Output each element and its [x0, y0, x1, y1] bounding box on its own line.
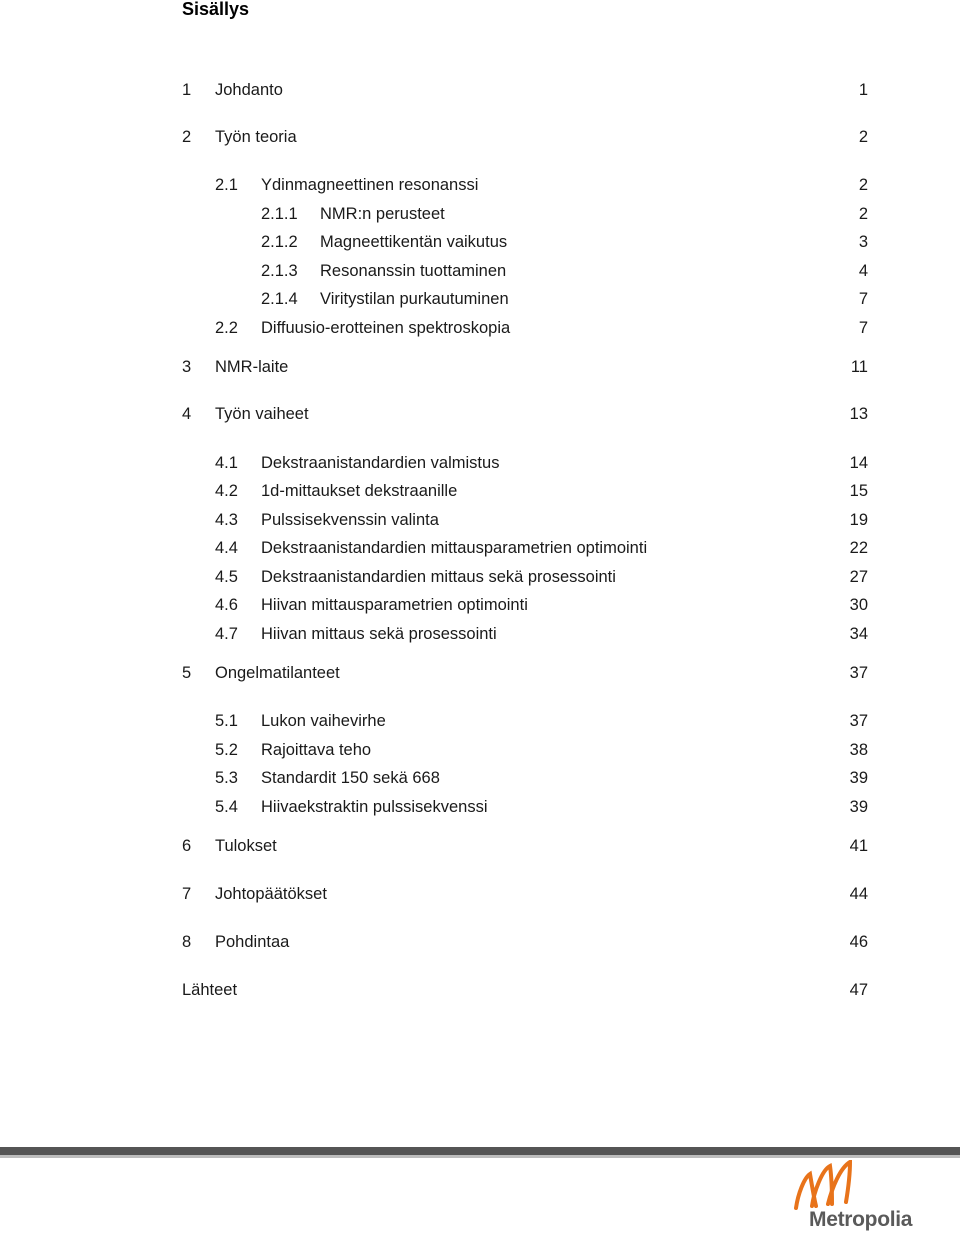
toc-entry-title: Työn vaiheet [215, 405, 309, 423]
toc-entry-title: 1d-mittaukset dekstraanille [261, 482, 458, 500]
toc-entry-number: 5.1 [215, 712, 238, 730]
toc-entry-title: NMR:n perusteet [320, 205, 445, 223]
toc-entry[interactable] [0, 231, 960, 253]
toc-entry-title: Magneettikentän vaikutus [320, 233, 508, 251]
toc-entry-number: 4.3 [215, 511, 238, 529]
toc-entry-title: Hiivan mittausparametrien optimointi [261, 596, 528, 614]
toc-entry-number: 2.1.4 [261, 290, 298, 308]
toc-entry-number: 4.2 [215, 482, 238, 500]
toc-entry-number: 8 [182, 933, 192, 951]
toc-entry-number: 5.2 [215, 741, 238, 759]
metropolia-mark-icon [792, 1160, 862, 1212]
toc-entry-title: Lukon vaihevirhe [261, 712, 386, 730]
toc-entry-number: 5.3 [215, 769, 238, 787]
toc-entry-page: 44 [849, 885, 868, 903]
toc-entry-page: 41 [849, 837, 868, 855]
toc-entry[interactable] [0, 509, 960, 531]
page-title: Sisällys [182, 0, 250, 19]
toc-entry[interactable] [0, 288, 960, 310]
toc-entry[interactable] [0, 594, 960, 616]
toc-entry-number: 1 [182, 81, 192, 99]
toc-entry-title: Resonanssin tuottaminen [320, 262, 507, 280]
toc-entry-number: 4.1 [215, 454, 238, 472]
toc-entry-title: Pohdintaa [215, 933, 290, 951]
toc-entry-page: 34 [849, 625, 868, 643]
toc-entry-page: 11 [850, 358, 868, 376]
toc-entry-title: Diffuusio-erotteinen spektroskopia [261, 319, 511, 337]
toc-entry-title: Ongelmatilanteet [215, 664, 340, 682]
toc-entry-title: Standardit 150 sekä 668 [261, 769, 440, 787]
toc-entry-number: 2.1.2 [261, 233, 298, 251]
toc-entry-number: 7 [182, 885, 192, 903]
toc-entry[interactable] [0, 979, 960, 1001]
toc-entry-number: 4 [182, 405, 192, 423]
toc-entry[interactable] [0, 796, 960, 818]
toc-entry-title: Rajoittava teho [261, 741, 372, 759]
toc-entry-title: Johtopäätökset [215, 885, 327, 903]
toc-entry-number: 2.1.3 [261, 262, 298, 280]
toc-entry[interactable] [0, 767, 960, 789]
toc-entry-title: Tulokset [215, 837, 277, 855]
toc-entry-number: 2.1.1 [261, 205, 298, 223]
toc-entry-number: 4.7 [215, 625, 238, 643]
toc-entry[interactable] [0, 203, 960, 225]
toc-entry-title: NMR-laite [215, 358, 289, 376]
toc-entry[interactable] [0, 317, 960, 339]
toc-entry-title: Dekstraanistandardien mittaus sekä prosessointi [261, 568, 616, 586]
toc-entry-page: 7 [858, 290, 868, 308]
toc-entry-title: Dekstraanistandardien mittausparametrien optimointi [261, 539, 648, 557]
toc-entry-page: 15 [849, 482, 868, 500]
toc-entry-number: 5.4 [215, 798, 238, 816]
toc-entry-title: Hiivaekstraktin pulssisekvenssi [261, 798, 488, 816]
toc-entry[interactable] [0, 174, 960, 196]
toc-entry-page: 19 [849, 511, 868, 529]
toc-entry-number: 4.4 [215, 539, 238, 557]
toc-entry[interactable] [0, 126, 960, 148]
footer-band [0, 1147, 960, 1155]
toc-entry[interactable] [0, 931, 960, 953]
toc-entry-page: 39 [849, 769, 868, 787]
toc-entry-page: 1 [858, 81, 868, 99]
toc-entry[interactable] [0, 710, 960, 732]
toc-entry-number: 6 [182, 837, 192, 855]
logo-wordmark: Metropolia [809, 1208, 913, 1231]
toc-entry-number: 5 [182, 664, 192, 682]
toc-entry-title: Viritystilan purkautuminen [320, 290, 509, 308]
toc-entry-page: 37 [849, 712, 868, 730]
toc-entry-page: 14 [849, 454, 868, 472]
toc-entry-title: Pulssisekvenssin valinta [261, 511, 439, 529]
toc-entry-title: Työn teoria [215, 128, 297, 146]
toc-entry[interactable] [0, 480, 960, 502]
toc-entry[interactable] [0, 623, 960, 645]
toc-entry-number: 2.2 [215, 319, 238, 337]
toc-entry[interactable] [0, 260, 960, 282]
toc-entry-page: 30 [849, 596, 868, 614]
toc-entry-title: Lähteet [182, 981, 238, 999]
toc-entry-page: 2 [858, 176, 868, 194]
toc-entry[interactable] [0, 79, 960, 101]
toc-entry-number: 2 [182, 128, 192, 146]
toc-entry-number: 3 [182, 358, 192, 376]
toc-entry-number: 4.6 [215, 596, 238, 614]
toc-entry-title: Hiivan mittaus sekä prosessointi [261, 625, 497, 643]
toc-entry-page: 46 [849, 933, 868, 951]
toc-entry-page: 2 [858, 205, 868, 223]
toc-entry-title: Johdanto [215, 81, 283, 99]
toc-entry-number: 2.1 [215, 176, 238, 194]
footer-band-shadow [0, 1155, 960, 1158]
toc-entry-page: 47 [849, 981, 868, 999]
toc-entry[interactable] [0, 356, 960, 378]
toc-entry[interactable] [0, 566, 960, 588]
toc-entry[interactable] [0, 739, 960, 761]
toc-entry-page: 4 [858, 262, 868, 280]
toc-entry[interactable] [0, 883, 960, 905]
toc-entry-page: 2 [858, 128, 868, 146]
toc-entry[interactable] [0, 537, 960, 559]
toc-entry[interactable] [0, 403, 960, 425]
toc-entry-page: 3 [858, 233, 868, 251]
toc-entry[interactable] [0, 452, 960, 474]
toc-entry-page: 13 [849, 405, 868, 423]
toc-entry-page: 27 [849, 568, 868, 586]
toc-entry-number: 4.5 [215, 568, 238, 586]
toc-entry[interactable] [0, 835, 960, 857]
toc-entry-title: Ydinmagneettinen resonanssi [261, 176, 479, 194]
toc-entry-title: Dekstraanistandardien valmistus [261, 454, 500, 472]
toc-entry-page: 37 [849, 664, 868, 682]
toc-entry-page: 22 [849, 539, 868, 557]
toc-entry-page: 39 [849, 798, 868, 816]
toc-entry[interactable] [0, 662, 960, 684]
toc-entry-page: 7 [858, 319, 868, 337]
toc-entry-page: 38 [849, 741, 868, 759]
